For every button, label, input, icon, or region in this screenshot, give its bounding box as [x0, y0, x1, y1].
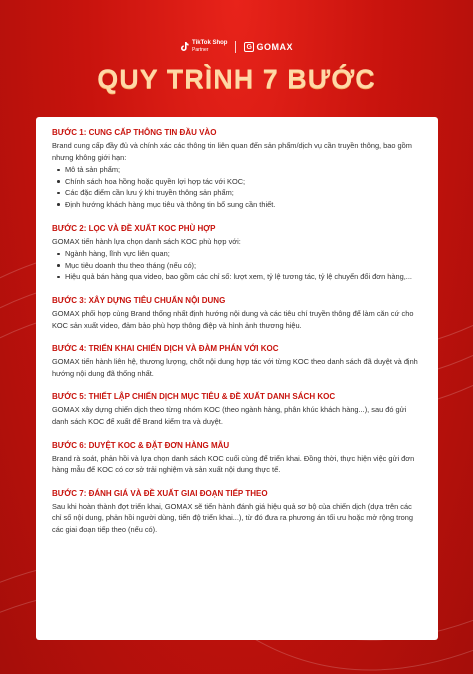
step-5 — [52, 391, 422, 427]
step-title: BƯỚC 1: CUNG CẤP THÔNG TIN ĐẦU VÀO — [52, 128, 217, 137]
gomax-logo — [244, 42, 293, 52]
step-body: GOMAX tiến hành lựa chọn danh sách KOC phù hợp với: — [52, 236, 241, 246]
brand-a-sub: Partner — [192, 47, 209, 53]
steps-card — [36, 117, 438, 640]
step-3 — [52, 295, 422, 331]
step-title: BƯỚC 3: XÂY DỰNG TIÊU CHUẨN NỘI DUNG — [52, 295, 226, 305]
tiktok-shop-logo — [180, 40, 227, 54]
step-1 — [52, 127, 422, 211]
step-bullets — [52, 248, 422, 283]
step-title: BƯỚC 5: THIẾT LẬP CHIẾN DỊCH MỤC TIÊU & ĐỀ XUẤT DANH SÁCH KOC — [52, 392, 336, 402]
step-body: GOMAX xây dựng chiến dịch theo từng nhóm KOC (theo ngành hàng, phân khúc khách hàng...), sau đó gửi danh sách KOC để xuất để Brand kiểm tra và duyệt. — [52, 405, 407, 426]
step-title: BƯỚC 4: TRIỂN KHAI CHIẾN DỊCH VÀ ĐÀM PHÁN VỚI KOC — [52, 344, 279, 354]
step-7 — [52, 488, 422, 536]
brand-a-name: TikTok Shop — [192, 40, 228, 46]
step-6 — [52, 440, 422, 476]
brand-header — [0, 40, 473, 54]
step-body: Brand cung cấp đầy đủ và chính xác các thông tin liên quan đến sản phẩm/dịch vụ cần truyền thông, bao gồm nhưng không giới hạn: — [52, 141, 412, 162]
header-divider — [235, 41, 236, 53]
step-body: GOMAX phối hợp cùng Brand thống nhất định hướng nội dung và các tiêu chí truyền thông để làm căn cứ cho KOC sản xuất video, đảm bảo phù hợp thông điệp và hình ảnh thương hiệu. — [52, 308, 414, 330]
step-title: BƯỚC 2: LỌC VÀ ĐỀ XUẤT KOC PHÙ HỢP — [52, 223, 216, 233]
step-body: Brand rà soát, phản hồi và lựa chọn danh sách KOC cuối cùng để triển khai. Đồng thời, thực hiện việc gửi đơn hàng mẫu để KOC có cơ sở trải nghiệm và sản xuất nội dung thực tế. — [52, 453, 415, 475]
brand-b-name: GOMAX — [256, 42, 293, 52]
gomax-icon: G — [244, 42, 254, 52]
list-item: Chính sách hoa hồng hoặc quyền lợi hợp tác với KOC; — [52, 176, 422, 188]
step-title: BƯỚC 6: DUYỆT KOC & ĐẶT ĐƠN HÀNG MẪU — [52, 440, 230, 450]
page-title: QUY TRÌNH 7 BƯỚC — [97, 64, 376, 94]
step-2 — [52, 223, 422, 283]
step-body: GOMAX tiến hành liên hệ, thương lượng, chốt nội dung hợp tác với từng KOC theo danh sách đã duyệt và định hướng nội dung đã thống nhất. — [52, 357, 418, 378]
list-item: Các đặc điểm cần lưu ý khi truyền thông sản phẩm; — [52, 187, 422, 199]
step-4 — [52, 343, 422, 379]
list-item: Định hướng khách hàng mục tiêu và thông tin bổ sung cần thiết. — [52, 199, 422, 211]
list-item: Mục tiêu doanh thu theo tháng (nếu có); — [52, 260, 422, 272]
list-item: Mô tả sản phẩm; — [52, 164, 422, 176]
step-bullets — [52, 164, 422, 210]
list-item: Ngành hàng, lĩnh vực liên quan; — [52, 248, 422, 260]
step-body: Sau khi hoàn thành đợt triển khai, GOMAX sẽ tiến hành đánh giá hiệu quả sơ bộ của chiến dịch (dựa trên các chỉ số nội dung, phản hồi người dùng, tiến độ triển khai...), từ đó đưa ra phương án tối ưu hoặc mở rộng trong các giai đoạn tiếp theo (nếu có). — [52, 501, 413, 534]
list-item: Hiệu quả bán hàng qua video, bao gồm các chỉ số: lượt xem, tỷ lệ tương tác, tỷ lệ chuyển đổi đơn hàng,... — [52, 271, 422, 283]
step-title: BƯỚC 7: ĐÁNH GIÁ VÀ ĐỀ XUẤT GIAI ĐOẠN TIẾP THEO — [52, 488, 268, 498]
tiktok-icon — [180, 42, 189, 52]
